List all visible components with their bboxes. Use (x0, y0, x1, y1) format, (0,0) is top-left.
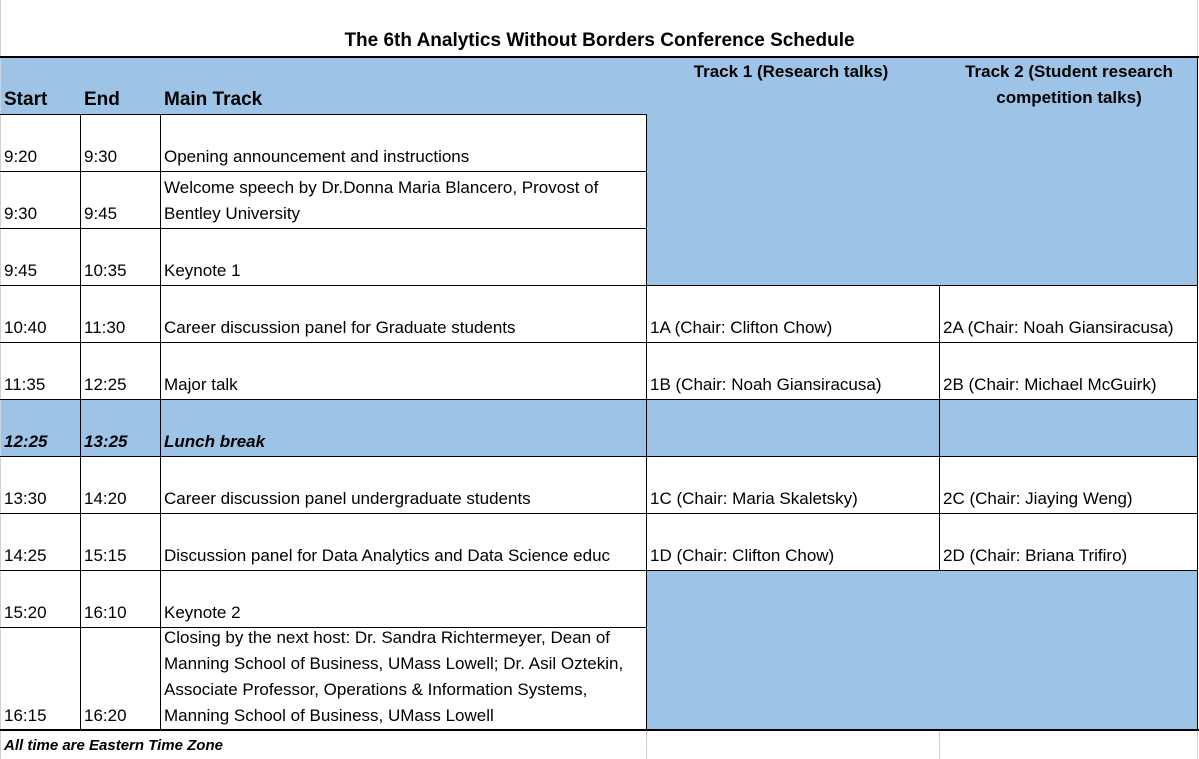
main-track-item: Major talk (164, 375, 238, 394)
track2-session: 2C (Chair: Jiaying Weng) (943, 489, 1133, 508)
border-line (0, 570, 1198, 571)
main-track-item: Lunch break (164, 432, 266, 451)
start-time: 15:20 (4, 603, 47, 622)
main-track-item: Opening announcement and instructions (164, 147, 470, 166)
start-time: 12:25 (4, 432, 48, 451)
main-track-item: Closing by the next host: Dr. Sandra Richtermeyer, Dean of Manning School of Business, UMass Lowell; Dr. Asil Oztekin, Associate Professor, Operations & Information Systems, Manning School of Business, UMass Lowell (164, 628, 624, 725)
main-track-item: Welcome speech by Dr.Donna Maria Blancero, Provost of Bentley University (164, 178, 599, 223)
start-time: 14:25 (4, 546, 47, 565)
track1-session: 1C (Chair: Maria Skaletsky) (650, 489, 858, 508)
end-time: 11:30 (84, 318, 126, 337)
end-time: 10:35 (84, 261, 127, 280)
start-time: 11:35 (4, 375, 46, 394)
start-time: 13:30 (4, 489, 47, 508)
track2-session: 2B (Chair: Michael McGuirk) (943, 375, 1157, 394)
border-line (939, 285, 940, 570)
tracks-lower-fill (646, 570, 1198, 729)
border-line (80, 114, 81, 730)
track1-session: 1B (Chair: Noah Giansiracusa) (650, 375, 882, 394)
start-time: 9:45 (4, 261, 38, 280)
border-line (0, 456, 1198, 457)
border-line (0, 285, 1198, 286)
tracks-upper-fill (646, 114, 1198, 285)
main-track-item: Keynote 2 (164, 603, 241, 622)
main-track-item: Discussion panel for Data Analytics and Data Science educ (164, 546, 611, 565)
track2-session: 2D (Chair: Briana Trifiro) (943, 546, 1128, 565)
end-time: 9:45 (84, 204, 118, 223)
border-line (0, 171, 646, 172)
header-track2: Track 2 (Student research competition talks) (965, 62, 1173, 107)
main-track-item: Career discussion panel undergraduate students (164, 489, 531, 508)
timezone-note: All time are Eastern Time Zone (4, 737, 223, 754)
page-title: The 6th Analytics Without Borders Conference Schedule (344, 30, 855, 51)
border-line (0, 56, 1199, 58)
border-line (0, 399, 1198, 400)
end-time: 9:30 (84, 147, 118, 166)
end-time: 15:15 (84, 546, 127, 565)
border-line (0, 729, 1199, 731)
track1-session: 1A (Chair: Clifton Chow) (650, 318, 833, 337)
track2-session: 2A (Chair: Noah Giansiracusa) (943, 318, 1174, 337)
end-time: 14:20 (84, 489, 127, 508)
header-end: End (84, 89, 120, 110)
border-line (1197, 56, 1198, 731)
border-line (646, 114, 647, 730)
border-line (0, 513, 1198, 514)
header-track1: Track 1 (Research talks) (693, 62, 889, 81)
start-time: 9:20 (4, 147, 38, 166)
start-time: 16:15 (4, 706, 47, 725)
border-line (0, 627, 646, 628)
end-time: 13:25 (84, 432, 128, 451)
track1-session: 1D (Chair: Clifton Chow) (650, 546, 835, 565)
main-track-item: Career discussion panel for Graduate students (164, 318, 516, 337)
gridline (939, 730, 940, 759)
header-start: Start (4, 89, 48, 110)
end-time: 16:10 (84, 603, 127, 622)
main-track-item: Keynote 1 (164, 261, 241, 280)
border-line (0, 114, 646, 115)
border-line (0, 228, 646, 229)
border-line (160, 114, 161, 730)
border-line (0, 342, 1198, 343)
end-time: 12:25 (84, 375, 127, 394)
start-time: 9:30 (4, 204, 38, 223)
header-main-track: Main Track (164, 89, 263, 110)
end-time: 16:20 (84, 706, 127, 725)
gridline (646, 730, 647, 759)
start-time: 10:40 (4, 318, 47, 337)
